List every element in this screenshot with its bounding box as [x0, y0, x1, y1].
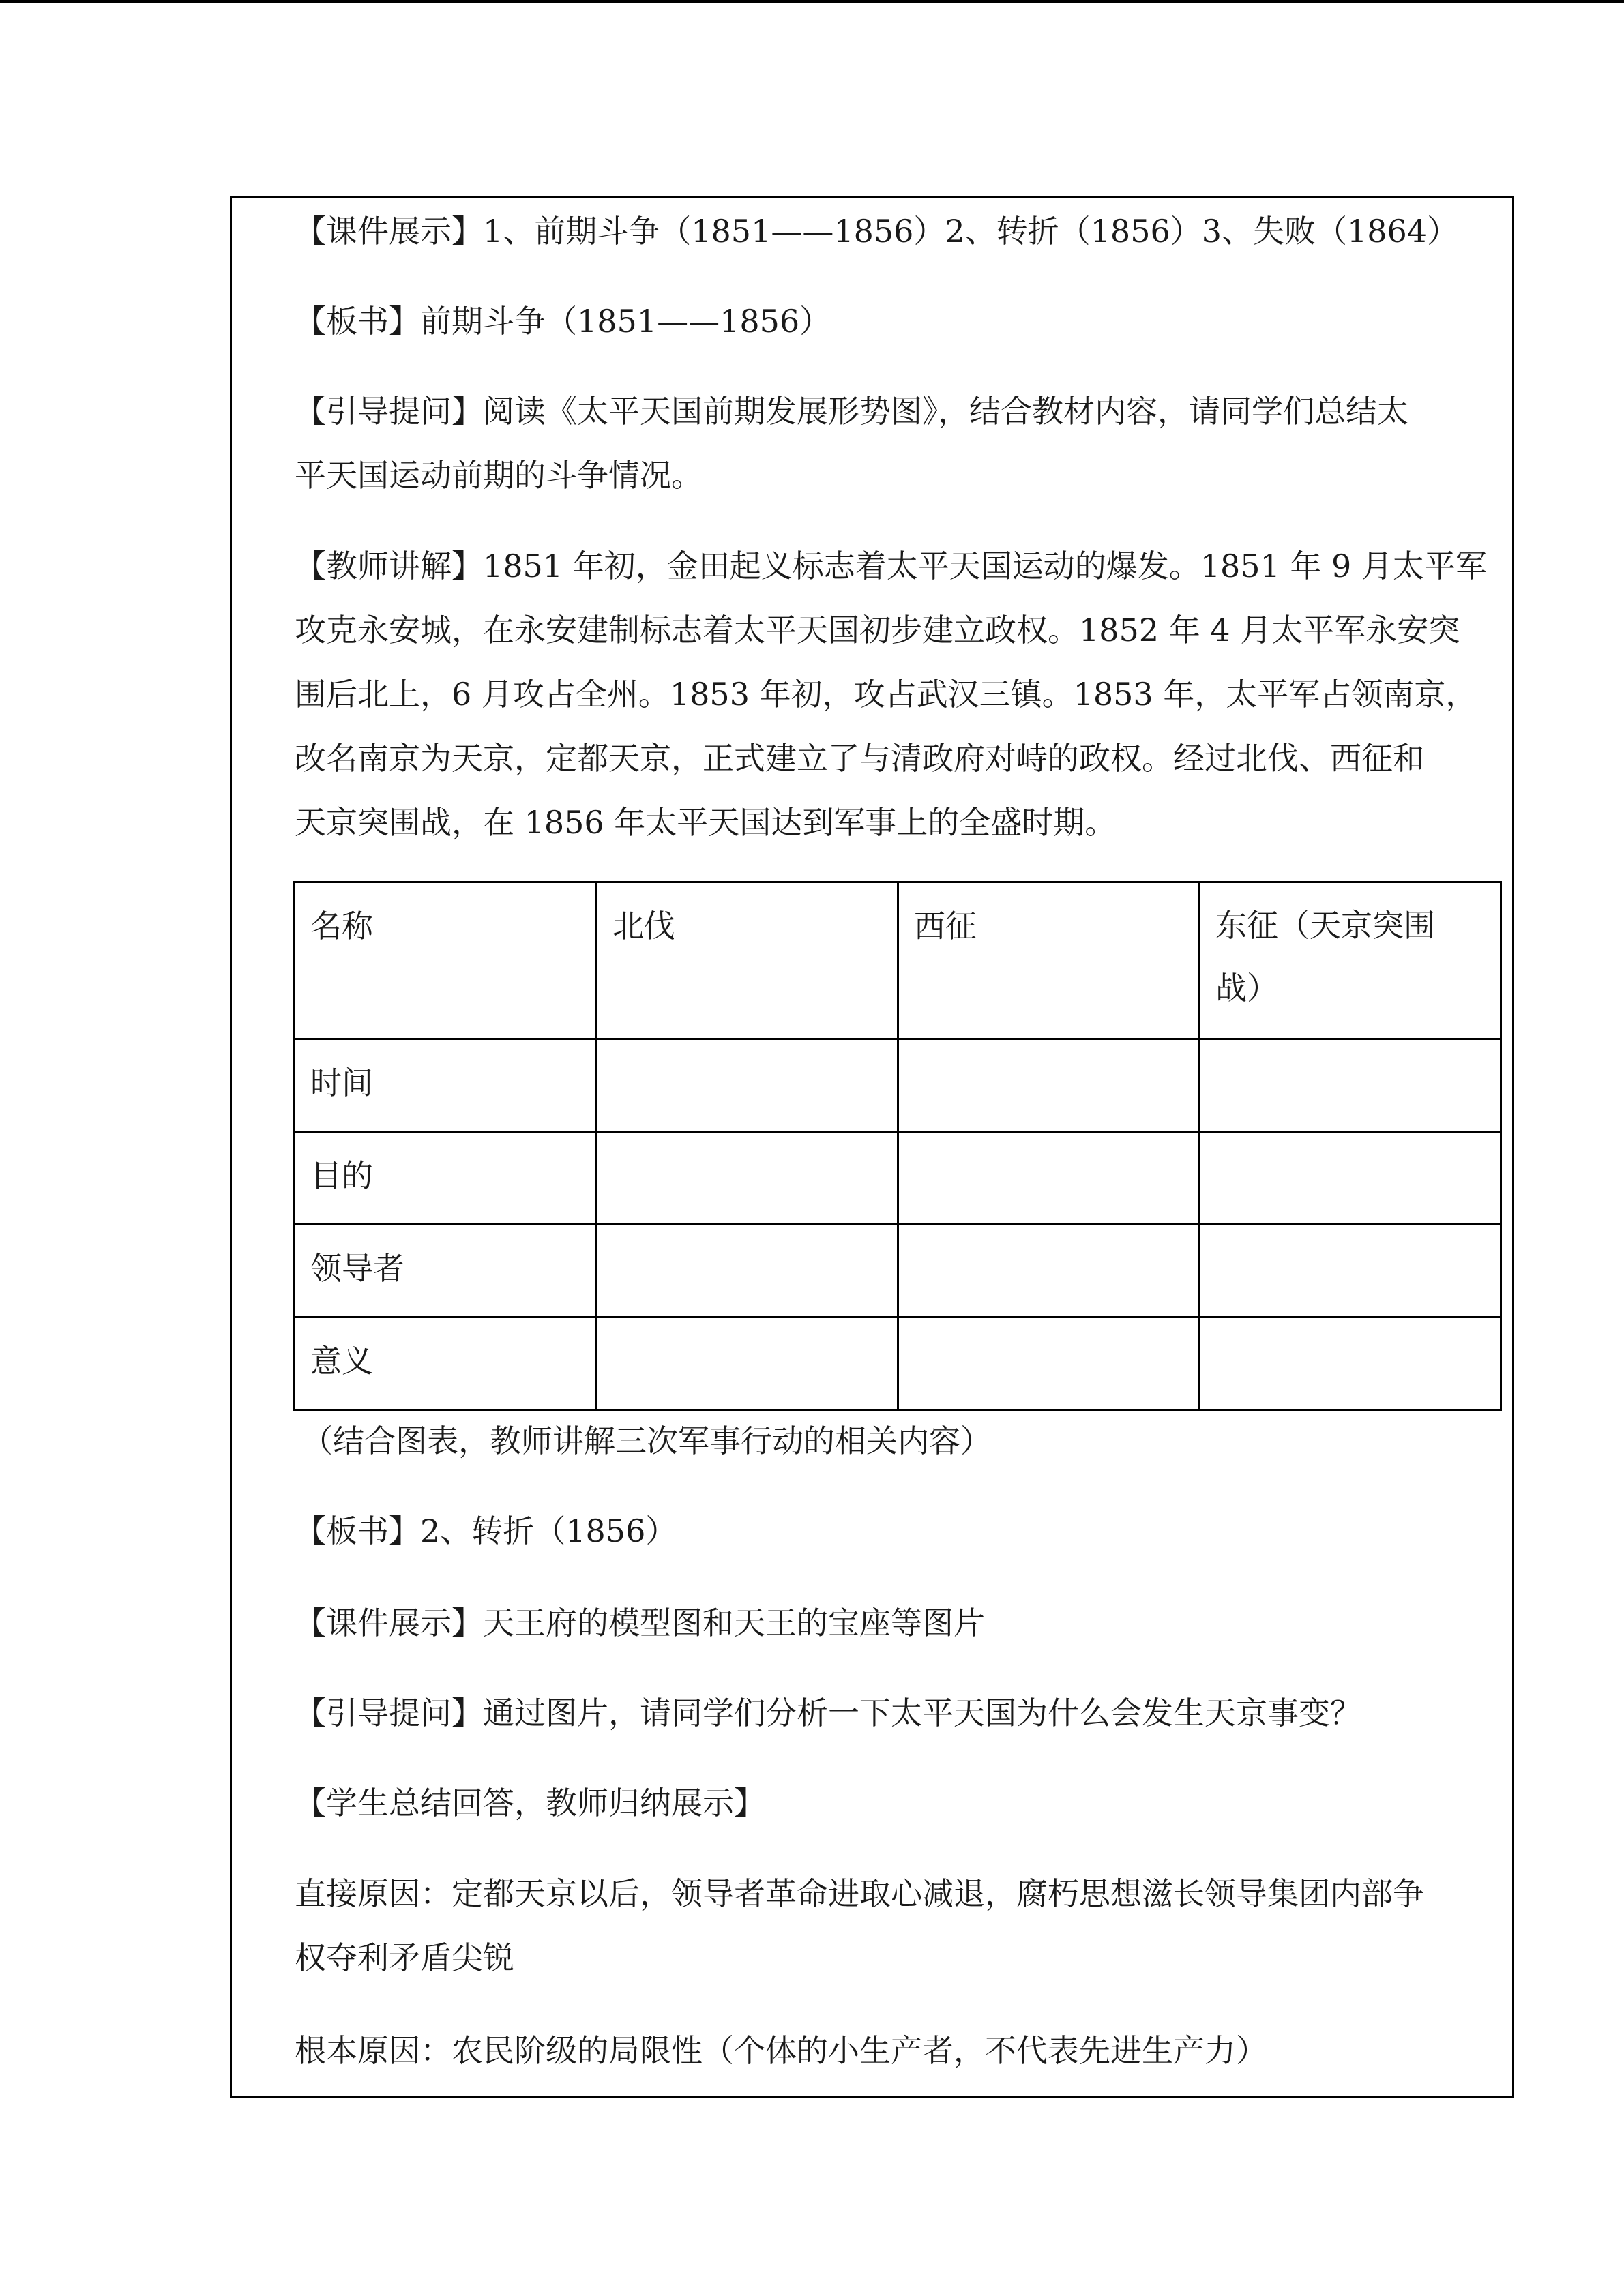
- row-label-purpose: 目的: [295, 1132, 597, 1225]
- header-line-1: 东征（天京突围: [1215, 907, 1435, 944]
- table-cell: [597, 1132, 898, 1225]
- table-row: [295, 1317, 1501, 1410]
- table-cell: [898, 1132, 1200, 1225]
- row-label-time: 时间: [295, 1039, 597, 1132]
- table-cell: [597, 1225, 898, 1317]
- teacher-explanation-line: 改名南京为天京，定都天京，正式建立了与清政府对峙的政权。经过北伐、西征和: [295, 740, 1424, 777]
- header-cell-name: 名称: [295, 882, 597, 1039]
- direct-cause-line-2: 权夺利矛盾尖锐: [295, 1939, 514, 1976]
- guiding-question-line-1: 【引导提问】阅读《太平天国前期发展形势图》，结合教材内容，请同学们总结太: [295, 393, 1408, 430]
- table-cell: [898, 1039, 1200, 1132]
- student-summary-heading: 【学生总结回答，教师归纳展示】: [295, 1785, 765, 1821]
- guiding-question-tianjing-incident: 【引导提问】通过图片，请同学们分析一下太平天国为什么会发生天京事变？: [295, 1695, 1361, 1731]
- table-cell: [597, 1039, 898, 1132]
- direct-cause-paragraph: [295, 1862, 1488, 1990]
- military-campaigns-table: [293, 881, 1502, 1411]
- chart-note: （结合图表，教师讲解三次军事行动的相关内容）: [301, 1422, 992, 1459]
- teacher-explanation-line: 围后北上，6 月攻占全州。1853 年初，攻占武汉三镇。1853 年，太平军占领南京，: [295, 676, 1477, 713]
- table-cell: [597, 1317, 898, 1410]
- table-cell: [898, 1225, 1200, 1317]
- teacher-explanation-line: 攻克永安城，在永安建制标志着太平天国初步建立政权。1852 年 4 月太平军永安突: [295, 612, 1460, 648]
- blackboard-turning-point: 【板书】2、转折（1856）: [295, 1512, 677, 1549]
- table-cell: [1200, 1225, 1501, 1317]
- table-header-row: [295, 882, 1501, 1039]
- table-row: [295, 1132, 1501, 1225]
- teacher-explanation-line: 天京突围战，在 1856 年太平天国达到军事上的全盛时期。: [295, 804, 1117, 841]
- courseware-display-images: 【课件展示】天王府的模型图和天王的宝座等图片: [295, 1605, 985, 1641]
- guiding-question-paragraph: [295, 379, 1488, 507]
- table-cell: [1200, 1132, 1501, 1225]
- header-line-2: 战）: [1215, 970, 1278, 1007]
- direct-cause-line-1: 直接原因：定都天京以后，领导者革命进取心减退，腐朽思想滋长领导集团内部争: [295, 1875, 1424, 1912]
- row-label-leader: 领导者: [295, 1225, 597, 1317]
- header-cell-northern-expedition: 北伐: [597, 882, 898, 1039]
- guiding-question-line-2: 平天国运动前期的斗争情况。: [295, 457, 703, 494]
- courseware-display-paragraph: 【课件展示】1、前期斗争（1851——1856）2、转折（1856）3、失败（1864）: [295, 213, 1459, 250]
- blackboard-early-struggle: 【板书】前期斗争（1851——1856）: [295, 303, 831, 340]
- table-cell: [1200, 1317, 1501, 1410]
- page-top-rule: [0, 0, 1624, 3]
- table-row: [295, 1039, 1501, 1132]
- header-cell-eastern-expedition: [1200, 882, 1501, 1039]
- teacher-explanation-paragraph: [295, 534, 1488, 854]
- root-cause-paragraph: 根本原因：农民阶级的局限性（个体的小生产者，不代表先进生产力）: [295, 2032, 1267, 2069]
- row-label-significance: 意义: [295, 1317, 597, 1410]
- header-cell-western-expedition: 西征: [898, 882, 1200, 1039]
- table-cell: [898, 1317, 1200, 1410]
- teacher-explanation-line: 【教师讲解】1851 年初，金田起义标志着太平天国运动的爆发。1851 年 9 月太平军: [295, 548, 1487, 584]
- table-row: [295, 1225, 1501, 1317]
- table-cell: [1200, 1039, 1501, 1132]
